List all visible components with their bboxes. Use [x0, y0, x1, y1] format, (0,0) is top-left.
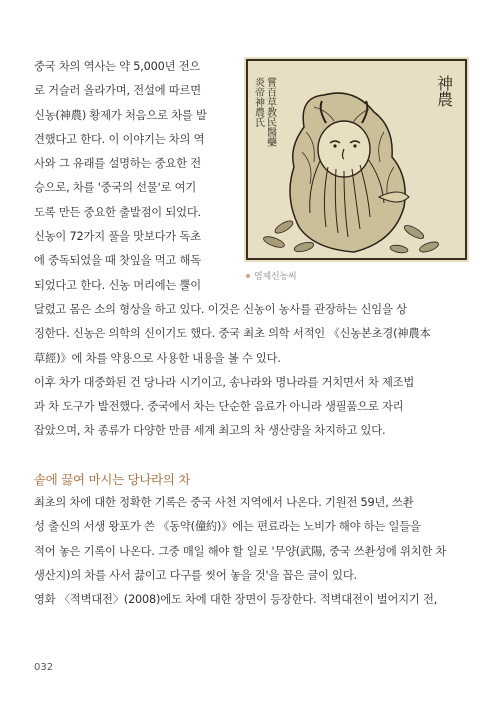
text-line: 성 출신의 서생 왕포가 쓴 《동약(僮約)》에는 편료라는 노비가 해야 하는 일들을 — [34, 520, 421, 534]
text-line: 징한다. 신농은 의학의 신이기도 했다. 중국 최초 의학 서적인 《신농본초경(神農本 — [34, 327, 431, 341]
text-line: 승으로, 차를 '중국의 선물'로 여기 — [34, 181, 197, 195]
text-line: 이후 차가 대중화된 건 당나라 시기이고, 송나라와 명나라를 거치면서 차 제조법 — [34, 375, 415, 389]
caption-bullet-icon — [246, 274, 250, 278]
text-line: 달렸고 몸은 소의 형상을 하고 있다. 이것은 신농이 농사를 관장하는 신임을 상 — [34, 303, 407, 316]
intro-paragraph — [34, 55, 230, 298]
text-line: 로 거슬러 올라가며, 전설에 따르면 — [34, 84, 201, 98]
figure-title-vertical: 神農 — [434, 75, 454, 107]
page-number: 032 — [34, 662, 54, 673]
woodblock-print-image — [244, 57, 469, 262]
text-line: 최초의 차에 대한 정확한 기록은 중국 사천 지역에서 나온다. 기원전 59년, 쓰촨 — [34, 496, 414, 509]
text-line: 적어 놓은 기록이 나온다. 그중 매일 해야 할 일로 '무양(武陽, 중국 쓰촨성에 위치한 차 — [34, 544, 447, 558]
inscription-column: 嘗百草教民醫藥 — [264, 77, 276, 147]
text-line: 과 차 도구가 발전했다. 중국에서 차는 단순한 음료가 아니라 생필품으로 자리 — [34, 400, 404, 414]
text-line: 도록 만든 중요한 출발점이 되었다. — [34, 205, 201, 219]
text-line: 잡았으며, 차 종류가 다양한 만큼 세계 최고의 차 생산량을 차지하고 있다. — [34, 424, 386, 438]
intro-continued-paragraph — [34, 298, 467, 444]
caption-text: 염제신농씨 — [254, 272, 297, 282]
shennong-illustration — [244, 57, 469, 262]
section-heading: 솥에 끓여 마시는 당나라의 차 — [34, 472, 191, 487]
text-line: 草經)》에 차를 약용으로 사용한 내용을 볼 수 있다. — [34, 351, 281, 365]
text-line: 견했다고 한다. 이 이야기는 차의 역 — [34, 132, 205, 146]
text-line: 생산지)의 차를 사서 끓이고 다구를 씻어 놓을 것'을 꼽은 글이 있다. — [34, 568, 357, 582]
figure-caption — [246, 269, 296, 282]
text-line: 신농(神農) 황제가 처음으로 차를 발 — [34, 108, 207, 122]
text-line: 에 중독되었을 때 찻잎을 먹고 해독 — [34, 254, 201, 268]
text-line: 중국 차의 역사는 약 5,000년 전으 — [34, 60, 201, 73]
text-line: 되었다고 한다. 신농 머리에는 뿔이 — [34, 278, 201, 292]
text-line: 신농이 72가지 풀을 맛보다가 독초 — [34, 230, 201, 244]
section-paragraph — [34, 491, 467, 612]
inscription-column: 炎帝神農氏 — [252, 77, 264, 127]
text-line: 사와 그 유래를 설명하는 중요한 전 — [34, 157, 201, 171]
text-line: 영화 〈적벽대전〉(2008)에도 차에 대한 장면이 등장한다. 적벽대전이 벌어지기 전, — [34, 593, 438, 607]
